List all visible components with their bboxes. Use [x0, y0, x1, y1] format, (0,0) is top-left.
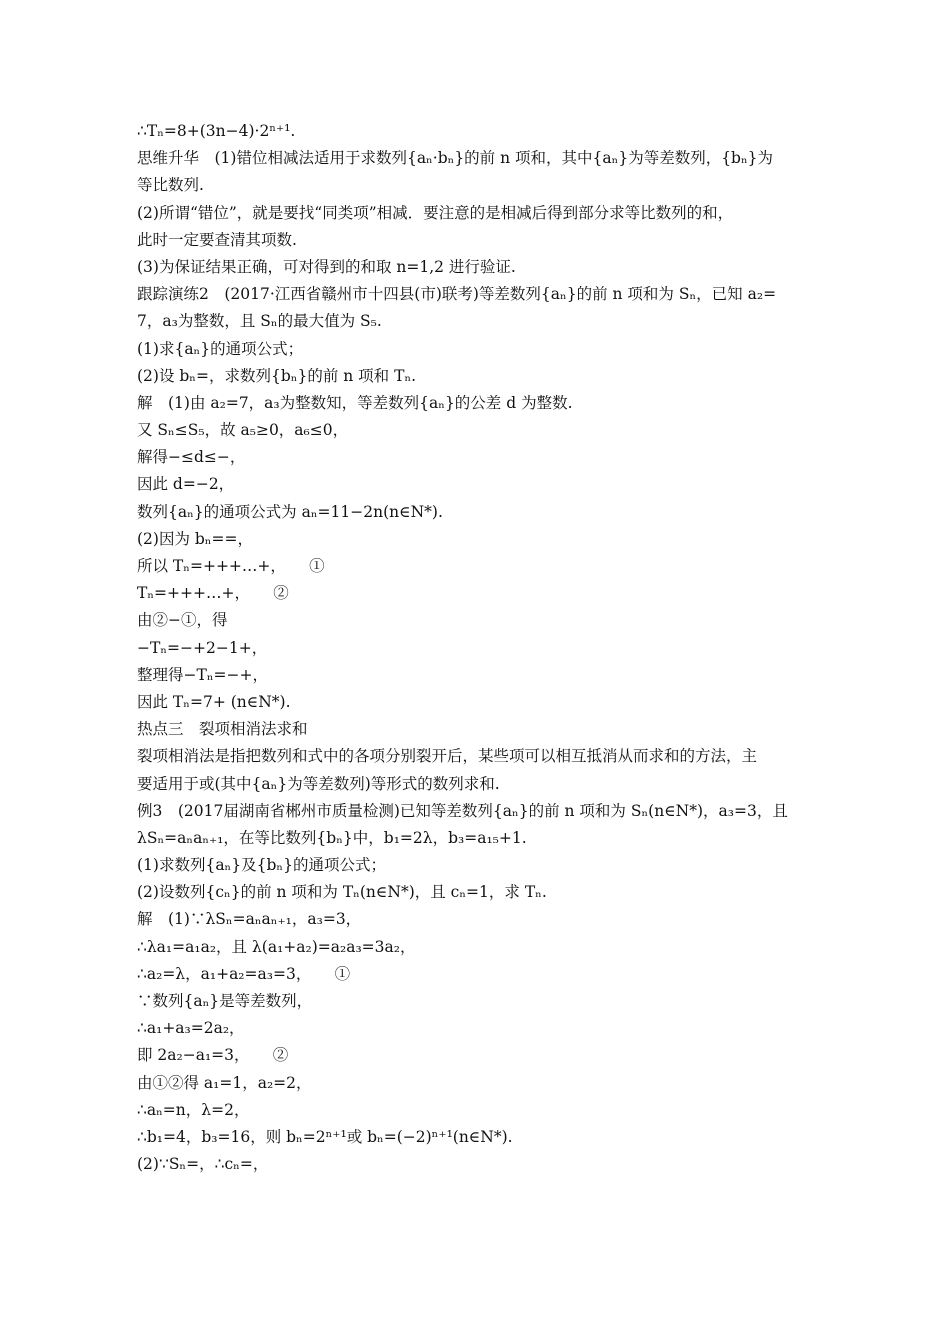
text-line: 数列{aₙ}的通项公式为 aₙ=11−2n(n∈N*).	[137, 502, 443, 521]
text-line: 由①②得 a₁=1，a₂=2，	[137, 1073, 312, 1092]
text-line: 裂项相消法是指把数列和式中的各项分别裂开后，某些项可以相互抵消从而求和的方法，主	[137, 747, 758, 766]
text-line: ∴λa₁=a₁a₂，且 λ(a₁+a₂)=a₂a₃=3a₂，	[137, 937, 416, 956]
text-line: −Tₙ=−+2−1+，	[137, 638, 268, 657]
section-heading: 热点三 裂项相消法求和	[137, 720, 308, 739]
text-line: Tₙ=+++…+， ②	[137, 584, 289, 603]
text-line: (2)设数列{cₙ}的前 n 项和为 Tₙ(n∈N*)，且 cₙ=1，求 Tₙ.	[137, 883, 547, 902]
text-line: 所以 Tₙ=+++…+， ①	[137, 557, 325, 575]
text-line: 因此 d=−2，	[137, 475, 235, 494]
text-line: (1)求数列{aₙ}及{bₙ}的通项公式；	[137, 856, 386, 875]
text-line: 例3 (2017届湖南省郴州市质量检测)已知等差数列{aₙ}的前 n 项和为 Sₙ(n∈N*)，a₃=3，且	[137, 801, 788, 820]
text-line: 要适用于或(其中{aₙ}为等差数列)等形式的数列求和.	[137, 774, 500, 793]
text-line: 跟踪演练2 (2017·江西省赣州市十四县(市)联考)等差数列{aₙ}的前 n 项和为 Sₙ，已知 a₂=	[137, 285, 777, 304]
text-line: 整理得−Tₙ=−+，	[137, 665, 268, 684]
text-line: ∴Tₙ=8+(3n−4)·2ⁿ⁺¹.	[137, 122, 296, 140]
text-line: ∵数列{aₙ}是等差数列，	[137, 992, 313, 1010]
text-line: (1)求{aₙ}的通项公式；	[137, 339, 304, 358]
text-line: 解 (1)∵λSₙ=aₙaₙ₊₁，a₃=3，	[137, 910, 362, 929]
text-line: (2)∵Sₙ=，∴cₙ=，	[137, 1155, 269, 1174]
text-line: 由②−①，得	[137, 611, 228, 630]
text-line: (2)因为 bₙ==，	[137, 529, 253, 548]
text-line: 7，a₃为整数，且 Sₙ的最大值为 S₅.	[137, 312, 382, 331]
text-line: 此时一定要查清其项数.	[137, 230, 297, 249]
text-line: λSₙ=aₙaₙ₊₁，在等比数列{bₙ}中，b₁=2λ，b₃=a₁₅+1.	[137, 828, 527, 847]
text-line: 因此 Tₙ=7+ (n∈N*).	[137, 692, 291, 711]
document-body	[137, 118, 827, 1178]
text-line: 等比数列.	[137, 176, 204, 195]
text-line: (3)为保证结果正确，可对得到的和取 n=1,2 进行验证.	[137, 257, 516, 276]
text-line: 思维升华 (1)错位相减法适用于求数列{aₙ·bₙ}的前 n 项和，其中{aₙ}为等差数列，{bₙ}为	[137, 149, 774, 168]
text-line: 即 2a₂−a₁=3， ②	[137, 1046, 289, 1065]
text-line: 又 Sₙ≤S₅，故 a₅≥0，a₆≤0，	[137, 421, 349, 440]
text-line: ∴a₂=λ，a₁+a₂=a₃=3， ①	[137, 964, 351, 983]
text-line: 解 (1)由 a₂=7，a₃为整数知，等差数列{aₙ}的公差 d 为整数.	[137, 393, 573, 412]
text-line: ∴a₁+a₃=2a₂，	[137, 1019, 245, 1038]
text-line: (2)设 bₙ=，求数列{bₙ}的前 n 项和 Tₙ.	[137, 366, 417, 385]
text-line: (2)所谓“错位”，就是要找“同类项”相减．要注意的是相减后得到部分求等比数列的和，	[137, 203, 734, 222]
text-line: ∴b₁=4，b₃=16，则 bₙ=2ⁿ⁺¹或 bₙ=(−2)ⁿ⁺¹(n∈N*).	[137, 1127, 513, 1146]
text-line: 解得−≤d≤−，	[137, 448, 246, 467]
text-line: ∴aₙ=n，λ=2，	[137, 1100, 250, 1119]
